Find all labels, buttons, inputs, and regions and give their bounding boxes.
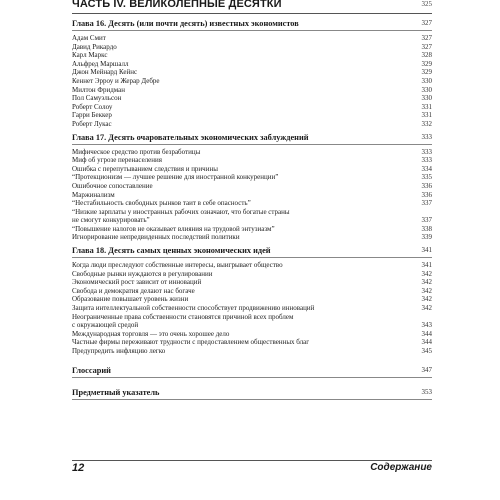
entry-title: Милтон Фридман [72, 85, 125, 94]
toc-entry[interactable] [72, 338, 432, 347]
entry-title: Давид Рикардо [72, 42, 117, 51]
toc-entry[interactable] [72, 51, 432, 60]
entry-page: 345 [421, 347, 432, 355]
entry-page: 329 [421, 68, 432, 77]
toc-entry[interactable] [72, 182, 432, 191]
part-title: ЧАСТЬ IV. ВЕЛИКОЛЕПНЫЕ ДЕСЯТКИ [72, 0, 282, 10]
toc-entry[interactable] [72, 330, 432, 339]
entry-page: 334 [421, 164, 432, 173]
table-of-contents [72, 15, 432, 400]
entry-page: 337 [421, 199, 432, 208]
entry-title: “Нестабильность свободных рынков таит в себе опасность” [72, 199, 251, 208]
toc-entry[interactable] [72, 86, 432, 95]
entry-title: с окружающей средой [72, 321, 139, 330]
footer-rule [72, 460, 432, 461]
entry-title: Образование повышает уровень жизни [72, 295, 189, 304]
toc-entry[interactable] [72, 321, 432, 330]
entry-page: 328 [421, 51, 432, 60]
entry-page: 330 [421, 76, 432, 85]
entry-page: 344 [421, 338, 432, 347]
top-level-title: Предметный указатель [72, 387, 160, 397]
entry-page: 342 [421, 286, 432, 295]
entry-title: Джон Мейнард Кейнс [72, 68, 138, 77]
toc-entry[interactable] [72, 287, 432, 296]
entry-page: 342 [421, 269, 432, 278]
entry-title: Мифическое средство против безработицы [72, 147, 201, 156]
entry-title: Карл Маркс [72, 51, 108, 60]
toc-entry[interactable] [72, 34, 432, 43]
top-level-page: 353 [421, 387, 432, 396]
toc-entry[interactable] [72, 313, 432, 322]
entry-title: Ошибочное сопоставление [72, 181, 153, 190]
toc-entry[interactable] [72, 156, 432, 165]
toc-top-level-entry[interactable] [72, 366, 432, 378]
entry-title: Ошибка с перепутыванием следствия и причины [72, 164, 218, 173]
entry-title: Игнорирование непредвиденных последствий политики [72, 233, 240, 242]
entry-title: Частные фирмы переживают трудности с предоставлением общественных благ [72, 338, 310, 347]
entry-page: 343 [421, 321, 432, 330]
entry-title: Миф об угрозе перенаселения [72, 156, 162, 165]
top-level-title: Глоссарий [72, 365, 111, 375]
entry-title: “Повышение налогов не оказывает влияния на трудовой энтузиазм” [72, 224, 275, 233]
toc-entry[interactable] [72, 270, 432, 279]
entry-page: 333 [421, 156, 432, 165]
toc-entry[interactable] [72, 148, 432, 157]
entry-page: 335 [421, 173, 432, 182]
chapter-title: Глава 18. Десять самых ценных экономических идей [72, 246, 271, 256]
chapter-title: Глава 17. Десять очаровательных экономических заблуждений [72, 132, 309, 142]
part-page-number: 325 [421, 0, 432, 8]
toc-entry[interactable] [72, 94, 432, 103]
entry-title: Свободные рынки нуждаются в регулировании [72, 269, 213, 278]
entry-page: 337 [421, 216, 432, 225]
entry-title: “Низкие зарплаты у иностранных рабочих означают, что богатые страны [72, 207, 290, 216]
toc-entry[interactable] [72, 68, 432, 77]
toc-entry[interactable] [72, 295, 432, 304]
entry-title: “Протекционизм — лучшее решение для иностранной конкуренции” [72, 173, 279, 182]
entry-page: 330 [421, 85, 432, 94]
toc-entry[interactable] [72, 347, 432, 356]
toc-entry[interactable] [72, 199, 432, 208]
entry-page: 342 [421, 278, 432, 287]
toc-entry[interactable] [72, 278, 432, 287]
entry-title: Когда люди преследуют собственные интересы, выигрывает общество [72, 261, 283, 270]
entry-page: 327 [421, 34, 432, 42]
entry-title: Адам Смит [72, 34, 106, 42]
toc-entry[interactable] [72, 165, 432, 174]
entry-page: 339 [421, 233, 432, 242]
toc-entry[interactable] [72, 225, 432, 234]
chapter-title: Глава 16. Десять (или почти десять) известных экономистов [72, 19, 299, 28]
entry-page: 329 [421, 59, 432, 68]
toc-entry[interactable] [72, 103, 432, 112]
chapter-section [72, 133, 432, 243]
entry-page: 344 [421, 329, 432, 338]
toc-entry[interactable] [72, 43, 432, 52]
toc-entry[interactable] [72, 233, 432, 242]
chapter-section [72, 19, 432, 129]
entry-page: 336 [421, 190, 432, 199]
entry-title: Экономический рост зависит от инноваций [72, 278, 202, 287]
entry-page: 331 [421, 111, 432, 120]
entry-title: Свобода и демократия делают нас богаче [72, 286, 195, 295]
footer-page-number: 12 [72, 462, 85, 474]
entry-title: Маржинализм [72, 190, 115, 199]
entry-page: 336 [421, 181, 432, 190]
entry-page: 332 [421, 119, 432, 128]
entry-title: Роберт Солоу [72, 102, 113, 111]
toc-entry[interactable] [72, 191, 432, 200]
top-level-page: 347 [421, 365, 432, 374]
entry-page: 327 [421, 42, 432, 51]
part-header [72, 0, 432, 14]
entry-title: Предупредить инфляцию легко [72, 347, 166, 355]
toc-entry[interactable] [72, 77, 432, 86]
entry-title: Гарри Беккер [72, 111, 112, 120]
toc-entry[interactable] [72, 216, 432, 225]
toc-entry[interactable] [72, 111, 432, 120]
toc-entry[interactable] [72, 208, 432, 217]
entry-page: 338 [421, 224, 432, 233]
toc-entry[interactable] [72, 60, 432, 69]
toc-entry[interactable] [72, 120, 432, 129]
entry-title: Альфред Маршалл [72, 59, 129, 68]
entry-title: Пол Самуэльсон [72, 94, 122, 103]
entry-title: Международная торговля — это очень хорошее дело [72, 329, 230, 338]
footer-section-title: Содержание [370, 462, 432, 473]
entry-title: Роберт Лукас [72, 119, 112, 128]
entry-title: Кеннет Эрроу и Жерар Дебре [72, 76, 160, 85]
chapter-heading[interactable] [72, 19, 432, 31]
toc-entry[interactable] [72, 304, 432, 313]
entry-page: 342 [421, 304, 432, 313]
toc-top-level-entry[interactable] [72, 388, 432, 400]
entry-page: 342 [421, 295, 432, 304]
chapter-section [72, 246, 432, 356]
entry-title: Неограниченные права собственности становятся причиной всех проблем [72, 312, 294, 321]
entry-page: 331 [421, 102, 432, 111]
chapter-page: 327 [421, 19, 432, 27]
entry-page: 333 [421, 147, 432, 156]
entry-title: Защита интеллектуальной собственности способствует продвижению инноваций [72, 304, 315, 313]
chapter-heading[interactable] [72, 133, 432, 145]
toc-entry[interactable] [72, 173, 432, 182]
toc-entry[interactable] [72, 261, 432, 270]
chapter-page: 341 [421, 246, 432, 255]
entry-page: 330 [421, 94, 432, 103]
chapter-page: 333 [421, 132, 432, 141]
entry-title: не смогут конкурировать” [72, 216, 150, 225]
chapter-heading[interactable] [72, 246, 432, 258]
entry-page: 341 [421, 261, 432, 270]
